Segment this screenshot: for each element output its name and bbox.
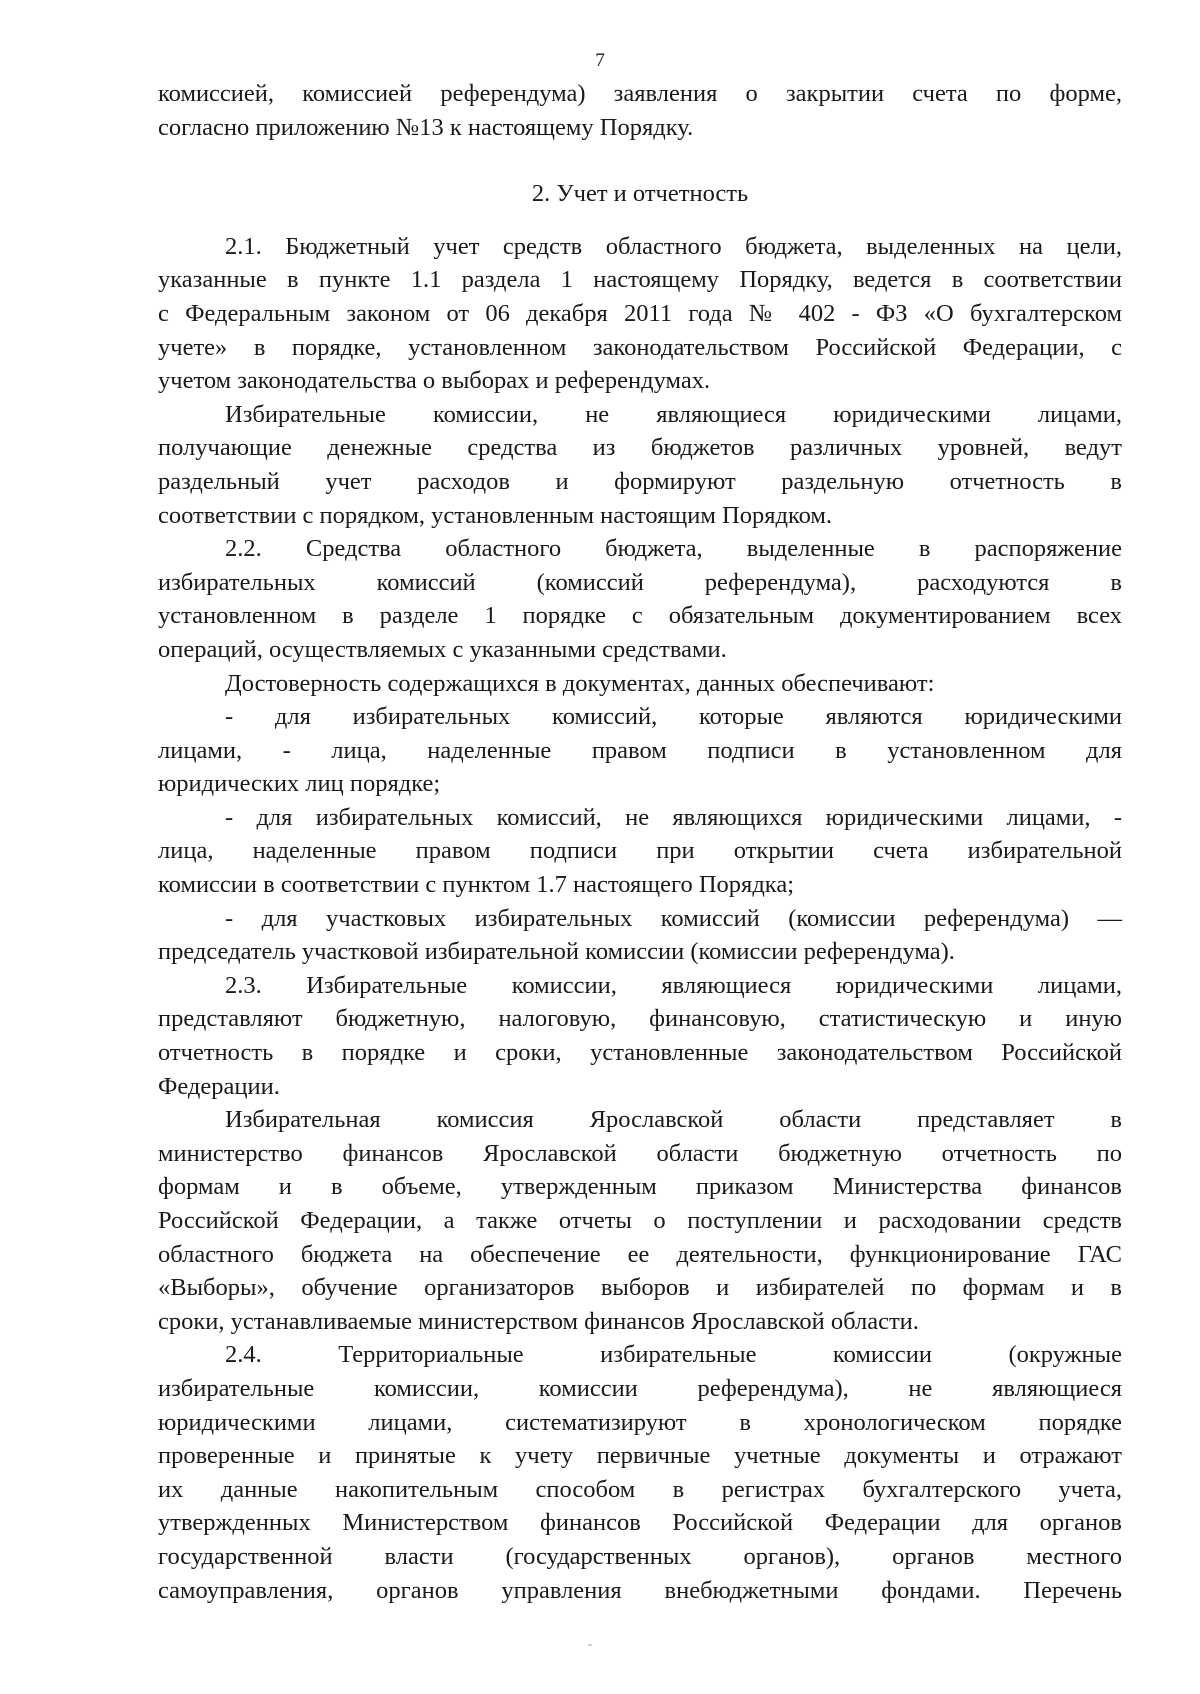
text-line: указанные в пункте 1.1 раздела 1 настоящему Порядку, ведется в соответствии — [158, 266, 1122, 294]
text-line: юридических лиц порядке; — [158, 770, 441, 798]
text-line: сроки, устанавливаемые министерством финансов Ярославской области. — [158, 1307, 919, 1335]
text-line: операций, осуществляемых с указанными средствами. — [158, 635, 727, 663]
text-line: государственной власти (государственных органов), органов местного — [158, 1542, 1122, 1570]
text-line: Федерации. — [158, 1072, 280, 1100]
text-line: учете» в порядке, установленном законодательством Российской Федерации, с — [158, 333, 1122, 361]
text-line: учетом законодательства о выборах и референдумах. — [158, 367, 711, 395]
text-line: Российской Федерации, а также отчеты о поступлении и расходовании средств — [158, 1207, 1122, 1234]
text-line: представляют бюджетную, налоговую, финансовую, статистическую и иную — [158, 1005, 1122, 1033]
text-line: соответствии с порядком, установленным настоящим Порядком. — [158, 501, 833, 529]
text-line: 2.2. Средства областного бюджета, выделенные в распоряжение — [225, 535, 1122, 563]
page-number: 7 — [595, 50, 605, 71]
text-line: с Федеральным законом от 06 декабря 2011 года № 402 - ФЗ «О бухгалтерском — [158, 299, 1122, 327]
text-line: юридическими лицами, систематизируют в хронологическом порядке — [158, 1408, 1122, 1436]
text-line: избирательные комиссии, комиссии референдума), не являющиеся — [158, 1374, 1122, 1402]
text-line: отчетность в порядке и сроки, установленные законодательством Российской — [158, 1039, 1122, 1067]
document-body — [158, 77, 1122, 1607]
text-line: комиссии в соответствии с пунктом 1.7 настоящего Порядка; — [158, 871, 794, 899]
text-line: лица, наделенные правом подписи при открытии счета избирательной — [158, 837, 1122, 865]
section-heading: 2. Учет и отчетность — [531, 180, 749, 208]
text-line: проверенные и принятые к учету первичные учетные документы и отражают — [158, 1442, 1122, 1470]
scan-speck — [588, 1644, 592, 1646]
text-line: согласно приложению №13 к настоящему Порядку. — [158, 113, 694, 141]
text-line: министерство финансов Ярославской области бюджетную отчетность по — [158, 1139, 1122, 1167]
text-line: областного бюджета на обеспечение ее деятельности, функционирование ГАС — [158, 1240, 1122, 1268]
text-line: получающие денежные средства из бюджетов различных уровней, ведут — [158, 434, 1122, 462]
text-line: их данные накопительным способом в регистрах бухгалтерского учета, — [158, 1475, 1122, 1503]
text-line: - для избирательных комиссий, не являющихся юридическими лицами, - — [225, 803, 1122, 831]
text-line: утвержденных Министерством финансов Российской Федерации для органов — [158, 1509, 1122, 1537]
text-line: «Выборы», обучение организаторов выборов и избирателей по формам и в — [158, 1274, 1122, 1302]
text-line: установленном в разделе 1 порядке с обязательным документированием всех — [158, 602, 1122, 630]
text-line: - для участковых избирательных комиссий (комиссии референдума) — — [225, 904, 1122, 932]
text-line: - для избирательных комиссий, которые являются юридическими — [225, 703, 1122, 731]
text-line: 2.4. Территориальные избирательные комиссии (окружные — [225, 1341, 1122, 1369]
text-line: избирательных комиссий (комиссий референдума), расходуются в — [158, 568, 1122, 596]
text-line: Достоверность содержащихся в документах, данных обеспечивают: — [225, 669, 935, 697]
text-line: самоуправления, органов управления внебюджетными фондами. Перечень — [158, 1576, 1122, 1604]
text-line: 2.1. Бюджетный учет средств областного бюджета, выделенных на цели, — [225, 232, 1122, 260]
text-line: комиссией, комиссией референдума) заявления о закрытии счета по форме, — [158, 80, 1122, 107]
text-line: формам и в объеме, утвержденным приказом Министерства финансов — [158, 1173, 1122, 1201]
text-line: председатель участковой избирательной комиссии (комиссии референдума). — [158, 938, 955, 966]
text-line: лицами, - лица, наделенные правом подписи в установленном для — [158, 736, 1122, 764]
text-line: раздельный учет расходов и формируют раздельную отчетность в — [158, 467, 1122, 495]
text-line: 2.3. Избирательные комиссии, являющиеся юридическими лицами, — [225, 971, 1122, 999]
text-line: Избирательная комиссия Ярославской области представляет в — [225, 1106, 1122, 1134]
text-line: Избирательные комиссии, не являющиеся юридическими лицами, — [225, 400, 1122, 428]
